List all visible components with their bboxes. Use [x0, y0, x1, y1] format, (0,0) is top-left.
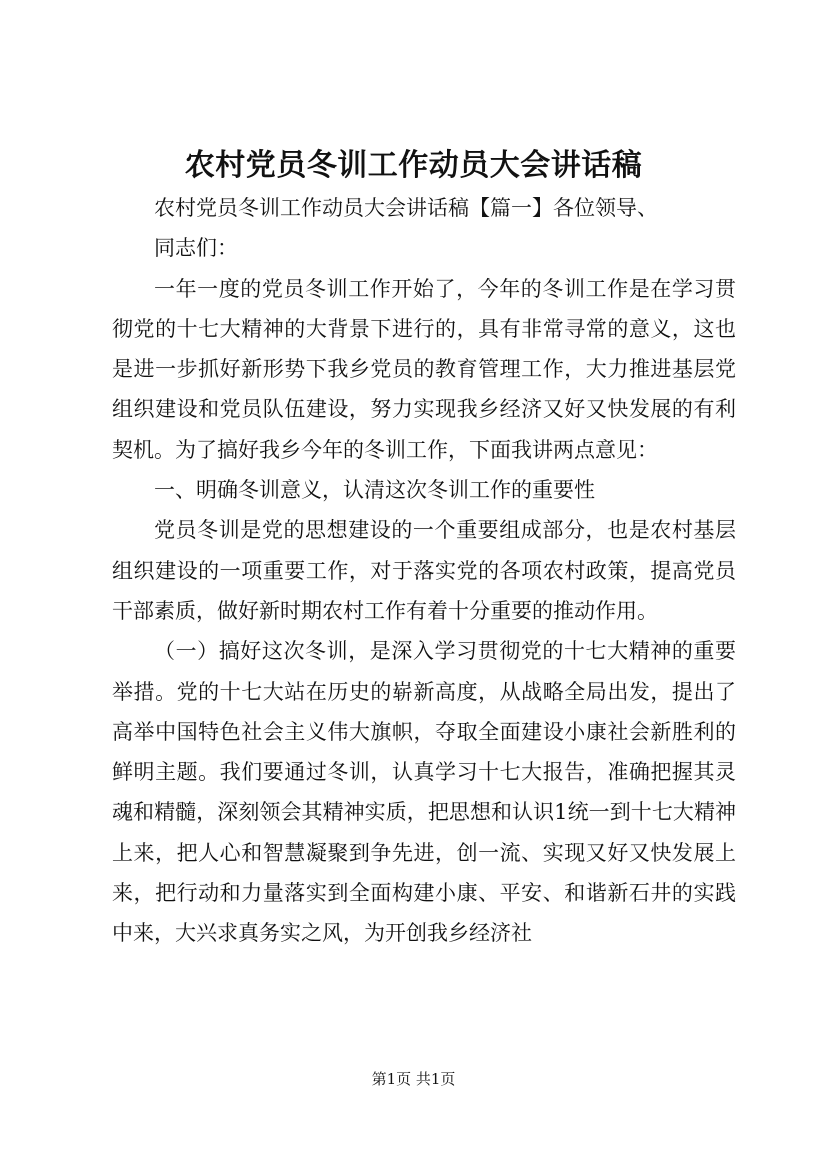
document-body: [112, 188, 736, 954]
section-heading-1: 一、明确冬训意义，认清这次冬训工作的重要性: [154, 478, 595, 503]
page-number-footer: 第1页 共1页: [371, 1070, 456, 1088]
paragraph-intro: 农村党员冬训工作动员大会讲话稿【篇一】各位领导、: [154, 196, 658, 220]
document-title: 农村党员冬训工作动员大会讲话稿: [184, 148, 643, 183]
paragraph-opening: 一年一度的党员冬训工作开始了，今年的冬训工作是在学习贯彻党的十七大精神的大背景下进行的，具有非常寻常的意义，这也是进一步抓好新形势下我乡党员的教育管理工作，大力推进基层党组织建设和党员队伍建设，努力实现我乡经济又好又快发展的有利契机。为了搞好我乡今年的冬训工作，下面我讲两点意见：: [112, 276, 736, 462]
paragraph-subsection-1: （一）搞好这次冬训，是深入学习贯彻党的十七大精神的重要举措。党的十七大站在历史的崭新高度，从战略全局出发，提出了高举中国特色社会主义伟大旗帜，夺取全面建设小康社会新胜利的鲜明主题。我们要通过冬训，认真学习十七大报告，准确把握其灵魂和精髓，深刻领会其精神实质，把思想和认识1统一到十七大精神上来，把人心和智慧凝聚到争先进，创一流、实现又好又快发展上来，把行动和力量落实到全面构建小康、平安、和谐新石井的实践中来，大兴求真务实之风，为开创我乡经济社: [112, 639, 736, 946]
paragraph-section-1: 党员冬训是党的思想建设的一个重要组成部分，也是农村基层组织建设的一项重要工作，对于落实党的各项农村政策，提高党员干部素质，做好新时期农村工作有着十分重要的推动作用。: [112, 518, 736, 623]
paragraph-salutation: 同志们：: [154, 236, 238, 261]
